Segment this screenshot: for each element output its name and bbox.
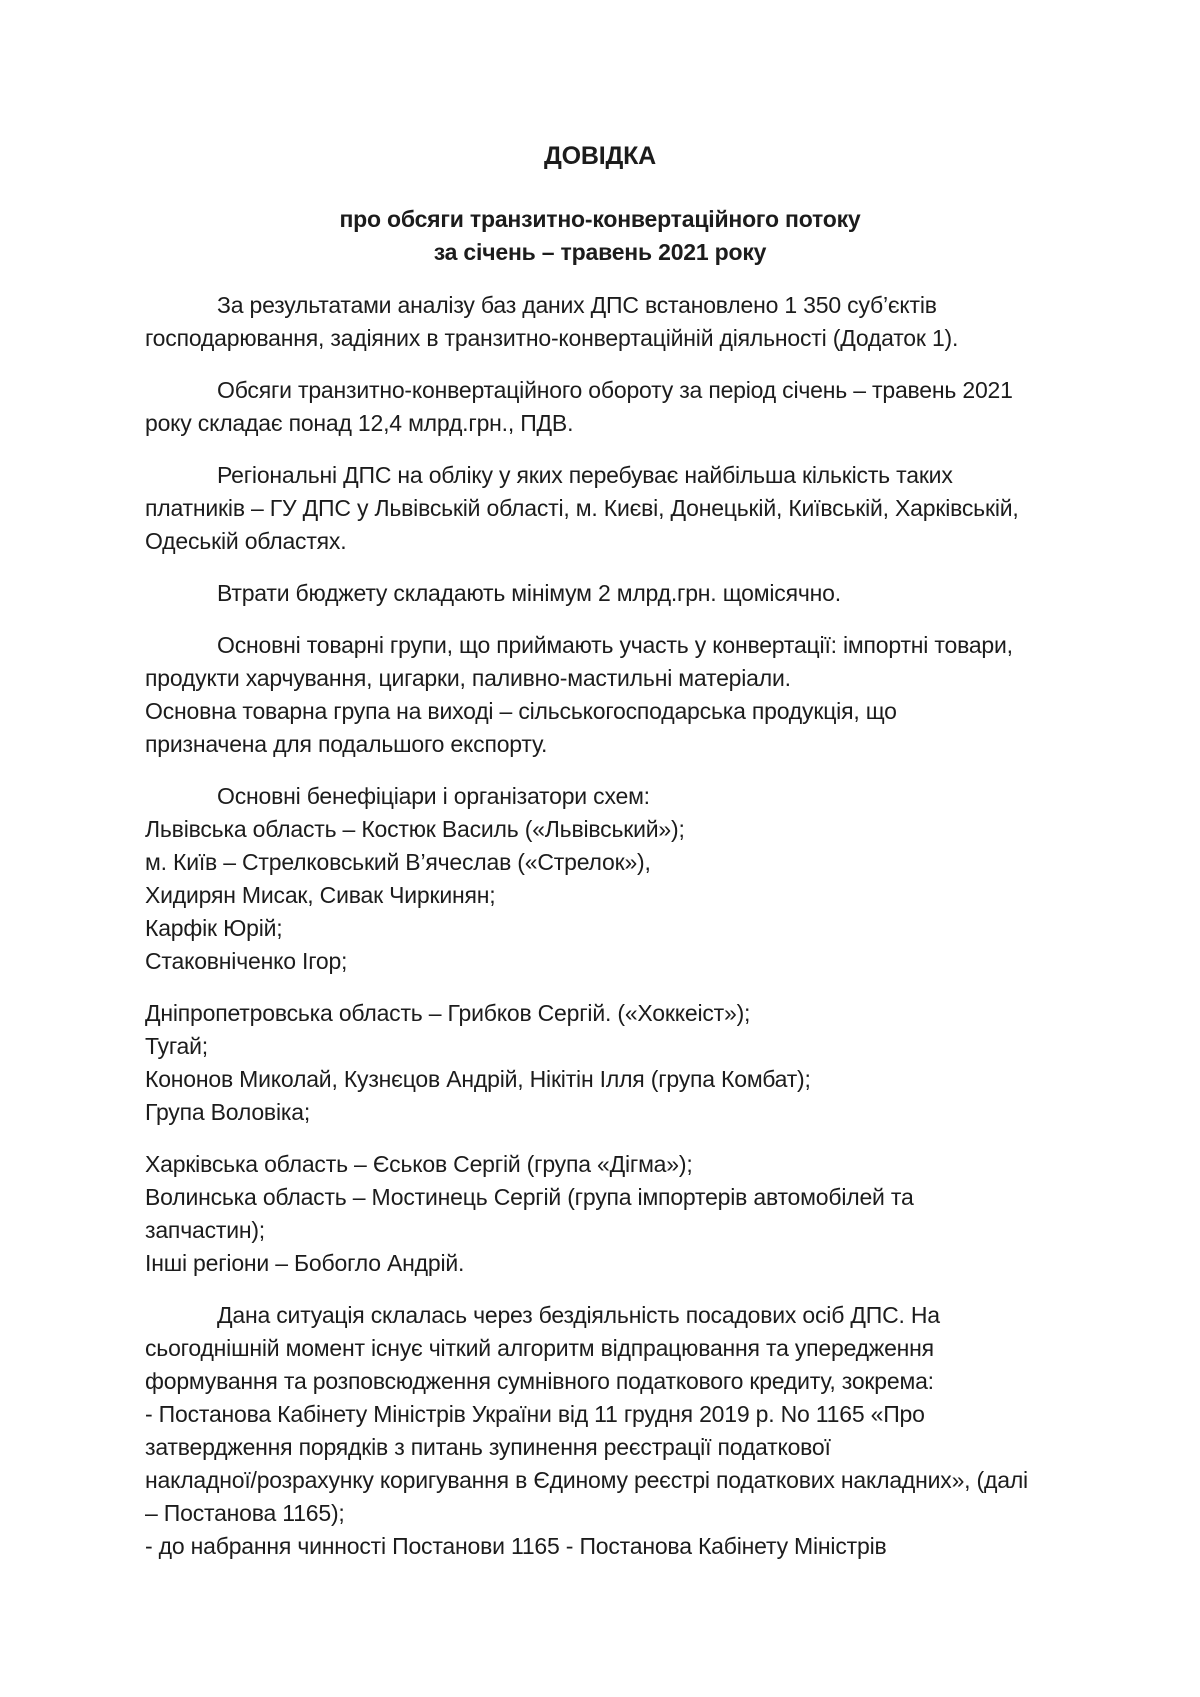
text-line: Волинська область – Мостинець Сергій (група імпортерів автомобілей та <box>145 1184 914 1210</box>
text-line: формування та розповсюдження сумнівного податкового кредиту, зокрема: <box>145 1368 934 1394</box>
text-line: м. Київ – Стрелковський В’ячеслав («Стрелок»), <box>145 849 651 875</box>
paragraph-block <box>0 459 1200 558</box>
text-line: господарювання, задіяних в транзитно-конвертаційній діяльності (Додаток 1). <box>145 325 959 351</box>
text-line: призначена для подальшого експорту. <box>145 731 548 757</box>
paragraph-block <box>0 997 1200 1129</box>
text-line: Кононов Миколай, Кузнєцов Андрій, Нікітін Ілля (група Комбат); <box>145 1066 811 1092</box>
text-line: Одеській областях. <box>145 528 347 554</box>
text-line: Хидирян Мисак, Сивак Чиркинян; <box>145 882 496 908</box>
text-line: Втрати бюджету складають мінімум 2 млрд.грн. щомісячно. <box>217 580 841 606</box>
text-line: року складає понад 12,4 млрд.грн., ПДВ. <box>145 410 574 436</box>
document-title: ДОВІДКА <box>544 142 656 170</box>
text-line: Дніпропетровська область – Грибков Сергій. («Хоккеіст»); <box>145 1000 751 1026</box>
text-line: Карфік Юрій; <box>145 915 283 941</box>
paragraph-block <box>0 629 1200 761</box>
text-line: Тугай; <box>145 1033 208 1059</box>
text-line: - Постанова Кабінету Міністрів України від 11 грудня 2019 р. No 1165 «Про <box>145 1401 925 1427</box>
paragraph-block <box>0 1148 1200 1280</box>
text-line: платників – ГУ ДПС у Львівській області, м. Києві, Донецькій, Київській, Харківській, <box>145 495 1019 521</box>
paragraph-block <box>0 1299 1200 1563</box>
text-line: сьогоднішній момент існує чіткий алгоритм відпрацювання та упередження <box>145 1335 934 1361</box>
text-line: Дана ситуація склалась через бездіяльність посадових осіб ДПС. На <box>217 1302 940 1328</box>
text-line: Регіональні ДПС на обліку у яких перебуває найбільша кількість таких <box>217 462 953 488</box>
paragraph-block <box>0 577 1200 610</box>
text-line: Основні бенефіціари і організатори схем: <box>217 783 650 809</box>
paragraph-block <box>0 289 1200 355</box>
text-line: - до набрання чинності Постанови 1165 - Постанова Кабінету Міністрів <box>145 1533 887 1559</box>
text-line: Обсяги транзитно-конвертаційного обороту за період січень – травень 2021 <box>217 377 1013 403</box>
subtitle-line-1: про обсяги транзитно-конвертаційного потоку <box>339 206 861 232</box>
text-line: Стаковніченко Ігор; <box>145 948 348 974</box>
text-line: затвердження порядків з питань зупинення реєстрації податкової <box>145 1434 831 1460</box>
text-line: Основна товарна група на виході – сільськогосподарська продукція, що <box>145 698 897 724</box>
document-subtitle <box>0 203 1200 269</box>
document-body <box>0 289 1200 1563</box>
text-line: Група Воловіка; <box>145 1099 311 1125</box>
text-line: Харківська область – Єськов Сергій (група «Дігма»); <box>145 1151 693 1177</box>
text-line: Основні товарні групи, що приймають участь у конвертації: імпортні товари, <box>217 632 1013 658</box>
text-line: накладної/розрахунку коригування в Єдиному реєстрі податкових накладних», (далі <box>145 1467 1028 1493</box>
paragraph-block <box>0 374 1200 440</box>
text-line: Інші регіони – Бобогло Андрій. <box>145 1250 465 1276</box>
subtitle-line-2: за січень – травень 2021 року <box>433 239 767 265</box>
text-line: продукти харчування, цигарки, паливно-мастильні матеріали. <box>145 665 791 691</box>
text-line: – Постанова 1165); <box>145 1500 345 1526</box>
text-line: запчастин); <box>145 1217 265 1243</box>
paragraph-block <box>0 780 1200 978</box>
text-line: За результатами аналізу баз даних ДПС встановлено 1 350 суб’єктів <box>217 292 937 318</box>
text-line: Львівська область – Костюк Василь («Львівський»); <box>145 816 685 842</box>
